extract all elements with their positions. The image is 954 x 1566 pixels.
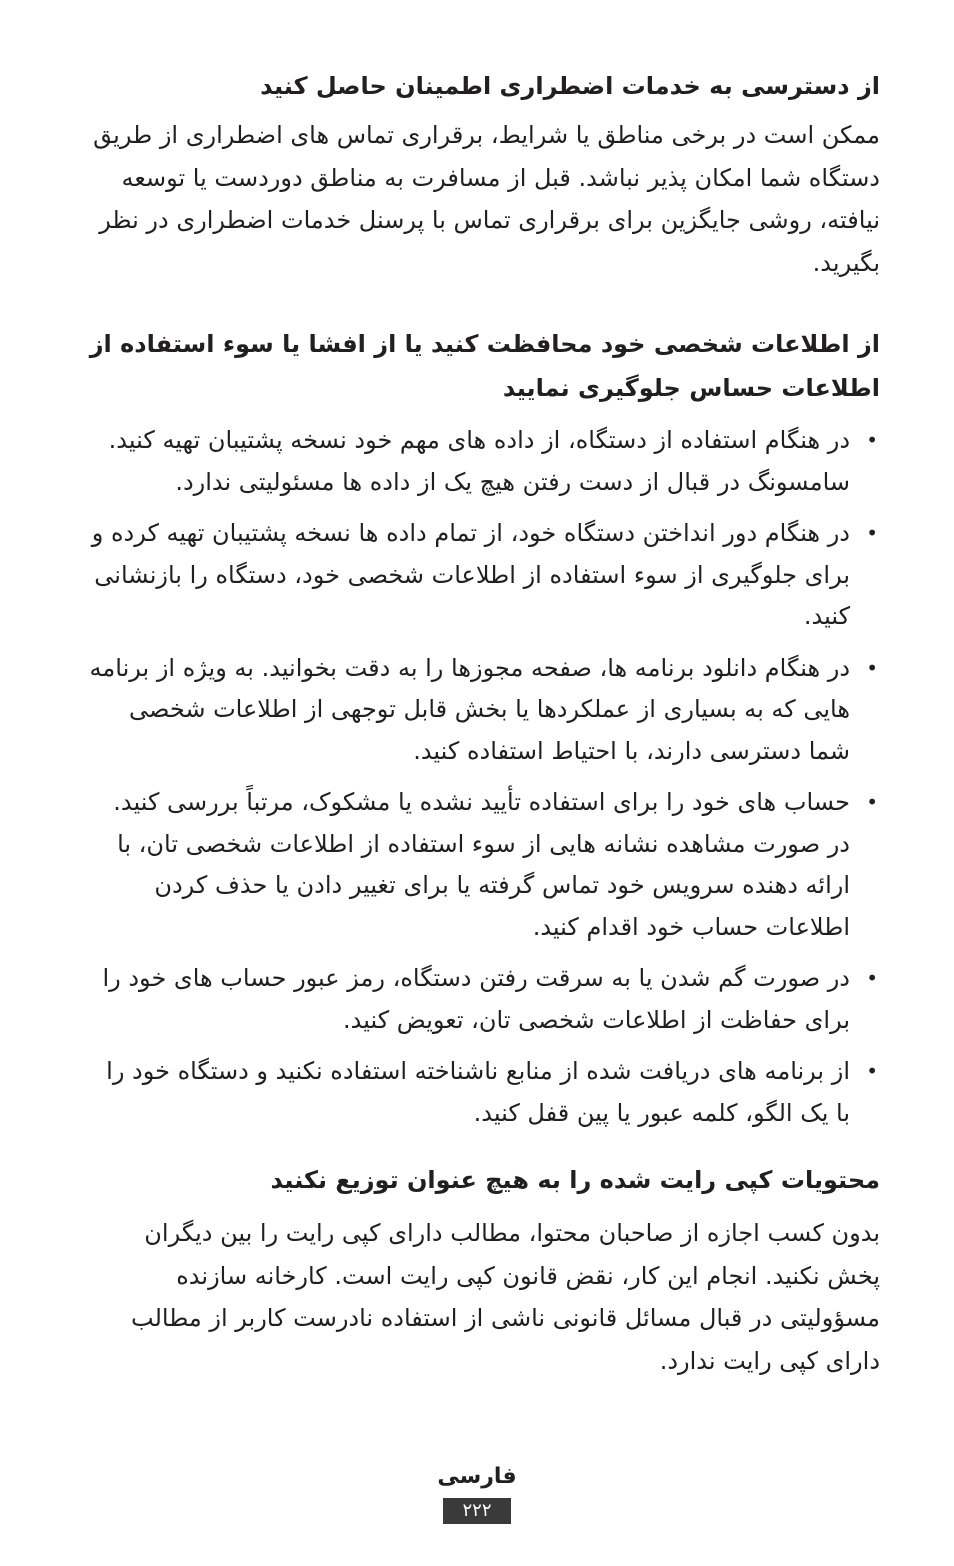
list-item-text: حساب های خود را برای استفاده تأیید نشده یا مشکوک، مرتباً بررسی کنید. در صورت مشاهده نشانه هایی از سوء استفاده از اطلاعات شخصی تان، با ارائه دهنده سرویس خود تماس گرفته یا برای تغییر دادن یا حذف کردن اطلاعات حساب خود اقدام کنید. [113, 788, 850, 941]
section-heading: از اطلاعات شخصی خود محافظت کنید یا از افشا یا سوء استفاده از اطلاعات حساس جلوگیری نمایید [89, 330, 880, 402]
list-item [88, 958, 880, 1041]
bullet-icon: • [866, 966, 878, 990]
list-item-text: در هنگام دانلود برنامه ها، صفحه مجوزها را به دقت بخوانید. به ویژه از برنامه هایی که به بسیاری از عملکردها یا بخش قابل توجهی از اطلاعات شخصی شما دسترسی دارند، با احتیاط استفاده کنید. [89, 653, 850, 765]
list-item [88, 513, 880, 638]
footer-language: فارسی [437, 1464, 517, 1489]
bullet-list [88, 420, 880, 1134]
list-item-text: در صورت گم شدن یا به سرقت رفتن دستگاه، رمز عبور حساب های خود را برای حفاظت از اطلاعات شخصی تان، تعویض کنید. [102, 964, 850, 1034]
section-paragraph: ممکن است در برخی مناطق یا شرایط، برقراری تماس های اضطراری از طریق دستگاه شما امکان پذیر نباشد. قبل از مسافرت به مناطق دوردست یا توسعه نیافته، روشی جایگزین برای برقراری تماس با پرسنل خدمات اضطراری در نظر بگیرید. [93, 121, 880, 277]
list-item-text: از برنامه های دریافت شده از منابع ناشناخته استفاده نکنید و دستگاه خود را با یک الگو، کلمه عبور یا پین قفل کنید. [106, 1057, 850, 1127]
list-item-text: در هنگام استفاده از دستگاه، از داده های مهم خود نسخه پشتیبان تهیه کنید. سامسونگ در قبال از دست رفتن هیچ یک از داده ها مسئولیتی ندارد. [108, 426, 850, 496]
bullet-icon: • [866, 521, 878, 545]
list-item [88, 1051, 880, 1134]
section-heading: از دسترسی به خدمات اضطراری اطمینان حاصل کنید [260, 72, 880, 100]
bullet-icon: • [866, 1059, 878, 1083]
bullet-icon: • [866, 655, 878, 680]
list-item [88, 648, 880, 773]
list-item [88, 782, 880, 948]
section-emergency-services [88, 64, 880, 284]
list-item [88, 420, 880, 503]
section-heading: محتویات کپی رایت شده را به هیچ عنوان توزیع نکنید [270, 1166, 880, 1194]
bullet-icon: • [866, 428, 878, 452]
section-personal-info [88, 322, 880, 1134]
page-number: ۲۲۲ [443, 1498, 511, 1524]
section-paragraph: بدون کسب اجازه از صاحبان محتوا، مطالب دارای کپی رایت را بین دیگران پخش نکنید. انجام این کار، نقض قانون کپی رایت است. کارخانه سازنده مسؤولیتی در قبال مسائل قانونی ناشی از استفاده نادرست کاربر از مطالب دارای کپی رایت ندارد. [131, 1219, 880, 1375]
bullet-icon: • [866, 790, 878, 814]
list-item-text: در هنگام دور انداختن دستگاه خود، از تمام داده ها نسخه پشتیبان تهیه کرده و برای جلوگیری از سوء استفاده از اطلاعات شخصی خود، دستگاه را بازنشانی کنید. [91, 519, 850, 630]
page-footer [0, 1462, 954, 1524]
page-content [88, 64, 880, 1420]
section-copyright [88, 1158, 880, 1382]
